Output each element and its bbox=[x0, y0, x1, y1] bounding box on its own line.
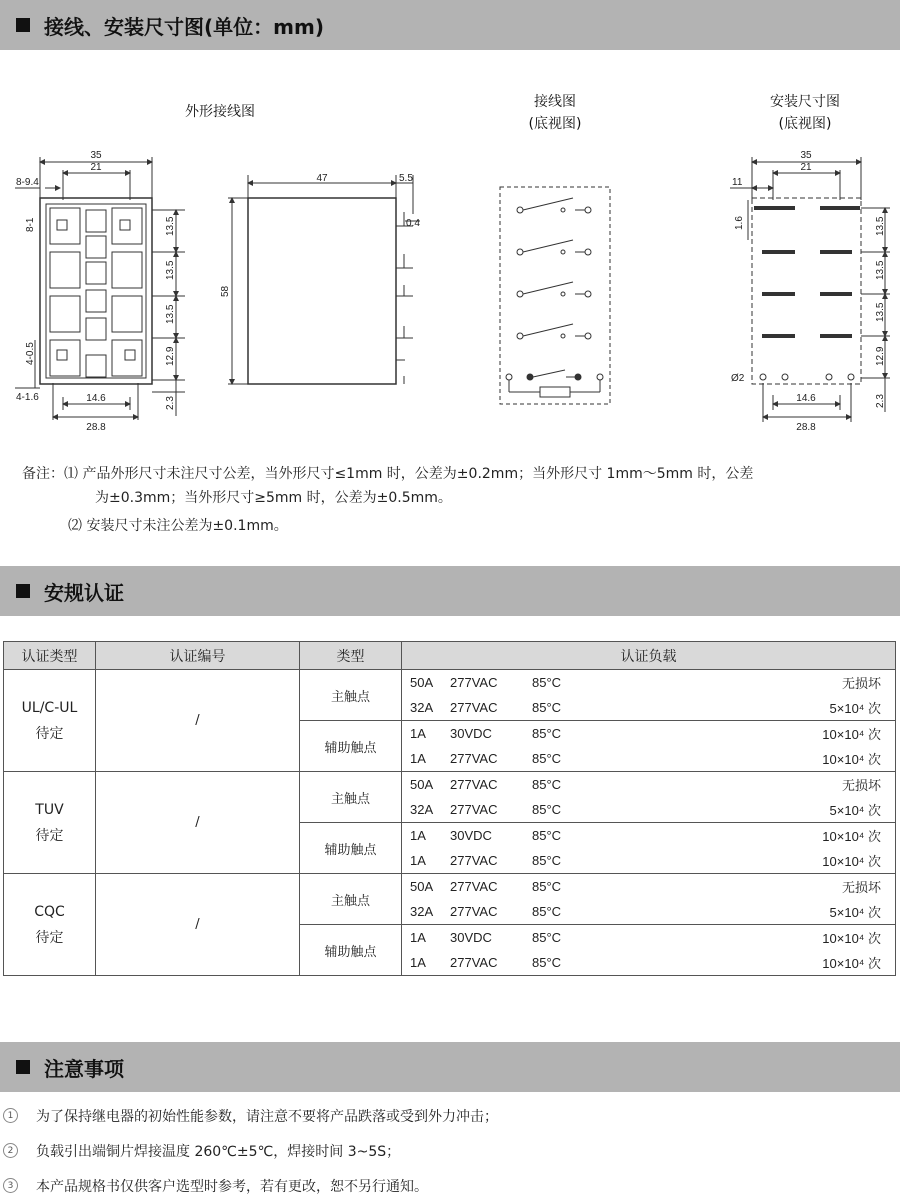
dim-label: 13.5 bbox=[165, 304, 176, 324]
load-voltage: 277VAC bbox=[450, 904, 498, 919]
contact-type-cell: 主触点 bbox=[300, 772, 402, 823]
dim-label: 13.5 bbox=[875, 260, 886, 280]
table-header-row bbox=[4, 642, 896, 670]
table-header-cell: 认证类型 bbox=[4, 642, 96, 670]
load-current: 50A bbox=[410, 879, 434, 894]
dim-label: 35 bbox=[800, 150, 812, 161]
load-endurance: 10×10⁴ 次 bbox=[822, 829, 881, 844]
load-row bbox=[402, 746, 895, 771]
load-temperature: 85°C bbox=[532, 879, 562, 894]
note-line-3: ⑵ 安装尺寸未注公差为±0.1mm。 bbox=[68, 518, 288, 534]
dim-label: 13.5 bbox=[875, 216, 886, 236]
load-row bbox=[402, 950, 895, 975]
table-header-cell: 认证编号 bbox=[96, 642, 300, 670]
cert-type: TUV bbox=[35, 801, 64, 818]
outline-diagram-title: 外形接线图 bbox=[185, 104, 255, 120]
load-temperature: 85°C bbox=[532, 930, 562, 945]
load-cell bbox=[402, 925, 896, 976]
load-list bbox=[402, 874, 895, 924]
dim-label: 35 bbox=[90, 150, 102, 161]
mount-diagram-subtitle: (底视图) bbox=[778, 116, 832, 132]
load-voltage: 277VAC bbox=[450, 751, 498, 766]
mount-diagram-title: 安装尺寸图 bbox=[770, 94, 840, 110]
dim-label: 8-9.4 bbox=[16, 177, 39, 188]
cert-number-cell: / bbox=[96, 772, 300, 874]
circled-number: 1 bbox=[3, 1108, 18, 1123]
dim-label: 13.5 bbox=[875, 302, 886, 322]
load-current: 1A bbox=[410, 955, 426, 970]
side-view-drawing bbox=[228, 175, 420, 384]
load-endurance: 10×10⁴ 次 bbox=[822, 931, 881, 946]
front-view-drawing bbox=[15, 157, 185, 420]
load-current: 32A bbox=[410, 904, 434, 919]
dim-label: 12.9 bbox=[875, 346, 886, 366]
load-temperature: 85°C bbox=[532, 828, 562, 843]
load-list bbox=[402, 721, 895, 771]
dim-label: 21 bbox=[90, 162, 102, 173]
cert-type-cell bbox=[4, 670, 96, 772]
load-endurance: 5×10⁴ 次 bbox=[829, 701, 881, 716]
contact-type-cell: 辅助触点 bbox=[300, 925, 402, 976]
load-list bbox=[402, 670, 895, 720]
load-row bbox=[402, 848, 895, 873]
cert-type-cell bbox=[4, 772, 96, 874]
dim-label: 14.6 bbox=[86, 393, 106, 404]
load-row bbox=[402, 721, 895, 746]
contact-type-cell: 主触点 bbox=[300, 874, 402, 925]
table-row bbox=[4, 874, 896, 925]
dim-label: 11 bbox=[732, 177, 743, 188]
load-list bbox=[402, 925, 895, 975]
dim-label: Ø2 bbox=[731, 373, 745, 384]
dim-label: 14.6 bbox=[796, 393, 816, 404]
table-header-cell: 认证负载 bbox=[402, 642, 896, 670]
load-voltage: 277VAC bbox=[450, 675, 498, 690]
load-row bbox=[402, 695, 895, 720]
load-temperature: 85°C bbox=[532, 700, 562, 715]
note-line-1: 备注：⑴ 产品外形尺寸未注尺寸公差，当外形尺寸≤1mm 时，公差为±0.2mm；当外形尺寸 1mm～5mm 时，公差 bbox=[22, 466, 754, 482]
load-endurance: 无损坏 bbox=[841, 778, 881, 793]
load-temperature: 85°C bbox=[532, 904, 562, 919]
load-row bbox=[402, 899, 895, 924]
side-view-dimension-labels bbox=[220, 173, 420, 297]
load-endurance: 5×10⁴ 次 bbox=[829, 803, 881, 818]
cert-status: 待定 bbox=[35, 929, 64, 946]
dim-label: 8-1 bbox=[25, 217, 36, 232]
dim-label: 13.5 bbox=[165, 260, 176, 280]
cert-status: 待定 bbox=[35, 827, 64, 844]
note-line-2: 为±0.3mm；当外形尺寸≥5mm 时，公差为±0.5mm。 bbox=[95, 490, 452, 506]
wiring-diagram-subtitle: (底视图) bbox=[528, 116, 582, 132]
load-current: 50A bbox=[410, 777, 434, 792]
load-cell bbox=[402, 721, 896, 772]
square-bullet-icon bbox=[16, 1060, 30, 1074]
load-row bbox=[402, 823, 895, 848]
load-cell bbox=[402, 823, 896, 874]
load-row bbox=[402, 772, 895, 797]
cert-type-cell bbox=[4, 874, 96, 976]
cert-type: UL/C-UL bbox=[21, 699, 78, 716]
load-temperature: 85°C bbox=[532, 853, 562, 868]
section-title: 注意事项 bbox=[44, 1056, 124, 1081]
load-current: 32A bbox=[410, 802, 434, 817]
caution-text: 负载引出端铜片焊接温度 260℃±5℃，焊接时间 3~5S； bbox=[36, 1143, 401, 1160]
load-current: 1A bbox=[410, 930, 426, 945]
load-temperature: 85°C bbox=[532, 726, 562, 741]
load-list bbox=[402, 772, 895, 822]
cert-type: CQC bbox=[34, 903, 65, 920]
load-row bbox=[402, 925, 895, 950]
list-item bbox=[0, 1098, 498, 1133]
caution-text: 为了保持继电器的初始性能参数，请注意不要将产品跌落或受到外力冲击； bbox=[36, 1108, 498, 1125]
load-voltage: 277VAC bbox=[450, 853, 498, 868]
dim-label: 58 bbox=[220, 285, 231, 297]
list-item bbox=[0, 1133, 498, 1168]
caution-text: 本产品规格书仅供客户选型时参考，若有更改，恕不另行通知。 bbox=[36, 1178, 428, 1195]
load-voltage: 30VDC bbox=[450, 726, 492, 741]
load-voltage: 277VAC bbox=[450, 955, 498, 970]
load-list bbox=[402, 823, 895, 873]
load-voltage: 277VAC bbox=[450, 879, 498, 894]
load-cell bbox=[402, 874, 896, 925]
dim-label: 4-1.6 bbox=[16, 392, 39, 403]
wiring-diagram-title: 接线图 bbox=[534, 94, 576, 110]
load-temperature: 85°C bbox=[532, 802, 562, 817]
section-title: 安规认证 bbox=[44, 580, 124, 605]
dim-label: 28.8 bbox=[86, 422, 106, 433]
load-row bbox=[402, 670, 895, 695]
load-endurance: 无损坏 bbox=[841, 676, 881, 691]
dim-label: 5.5 bbox=[399, 173, 413, 184]
dim-label: 2.3 bbox=[875, 394, 886, 408]
load-endurance: 无损坏 bbox=[841, 880, 881, 895]
contact-type-cell: 主触点 bbox=[300, 670, 402, 721]
load-temperature: 85°C bbox=[532, 777, 562, 792]
load-voltage: 277VAC bbox=[450, 700, 498, 715]
load-temperature: 85°C bbox=[532, 751, 562, 766]
square-bullet-icon bbox=[16, 584, 30, 598]
load-temperature: 85°C bbox=[532, 955, 562, 970]
mount-view-dimension-labels bbox=[731, 150, 886, 433]
load-endurance: 10×10⁴ 次 bbox=[822, 752, 881, 767]
contact-type-cell: 辅助触点 bbox=[300, 823, 402, 874]
cert-number-cell: / bbox=[96, 670, 300, 772]
dim-label: 12.9 bbox=[165, 346, 176, 366]
cert-status: 待定 bbox=[35, 725, 64, 742]
load-row bbox=[402, 797, 895, 822]
load-endurance: 10×10⁴ 次 bbox=[822, 854, 881, 869]
load-voltage: 30VDC bbox=[450, 828, 492, 843]
dim-label: 0.4 bbox=[406, 218, 420, 229]
load-row bbox=[402, 874, 895, 899]
load-endurance: 5×10⁴ 次 bbox=[829, 905, 881, 920]
dim-label: 4-0.5 bbox=[25, 342, 36, 365]
load-current: 1A bbox=[410, 853, 426, 868]
load-voltage: 277VAC bbox=[450, 802, 498, 817]
list-item bbox=[0, 1168, 498, 1203]
load-cell bbox=[402, 772, 896, 823]
table-body bbox=[4, 670, 896, 976]
load-temperature: 85°C bbox=[532, 675, 562, 690]
table-row bbox=[4, 772, 896, 823]
load-endurance: 10×10⁴ 次 bbox=[822, 956, 881, 971]
circled-number: 3 bbox=[3, 1178, 18, 1193]
wiring-diagram-drawing bbox=[500, 187, 610, 404]
mount-view-drawing bbox=[730, 157, 890, 422]
section-title: 接线、安装尺寸图(单位：mm) bbox=[44, 14, 324, 39]
load-current: 1A bbox=[410, 726, 426, 741]
load-current: 1A bbox=[410, 828, 426, 843]
load-voltage: 30VDC bbox=[450, 930, 492, 945]
dim-label: 21 bbox=[800, 162, 812, 173]
cautions-list bbox=[0, 1098, 498, 1203]
dim-label: 13.5 bbox=[165, 216, 176, 236]
section-header-certification bbox=[0, 566, 900, 616]
certification-table bbox=[3, 641, 896, 976]
dim-label: 47 bbox=[316, 173, 328, 184]
load-current: 32A bbox=[410, 700, 434, 715]
section-header-cautions bbox=[0, 1042, 900, 1092]
technical-drawings bbox=[0, 0, 900, 440]
table-row bbox=[4, 670, 896, 721]
load-cell bbox=[402, 670, 896, 721]
dim-label: 1.6 bbox=[734, 216, 745, 230]
table-header-cell: 类型 bbox=[300, 642, 402, 670]
dim-label: 28.8 bbox=[796, 422, 816, 433]
load-current: 1A bbox=[410, 751, 426, 766]
dim-label: 2.3 bbox=[165, 396, 176, 410]
load-voltage: 277VAC bbox=[450, 777, 498, 792]
cert-number-cell: / bbox=[96, 874, 300, 976]
contact-type-cell: 辅助触点 bbox=[300, 721, 402, 772]
load-current: 50A bbox=[410, 675, 434, 690]
load-endurance: 10×10⁴ 次 bbox=[822, 727, 881, 742]
circled-number: 2 bbox=[3, 1143, 18, 1158]
